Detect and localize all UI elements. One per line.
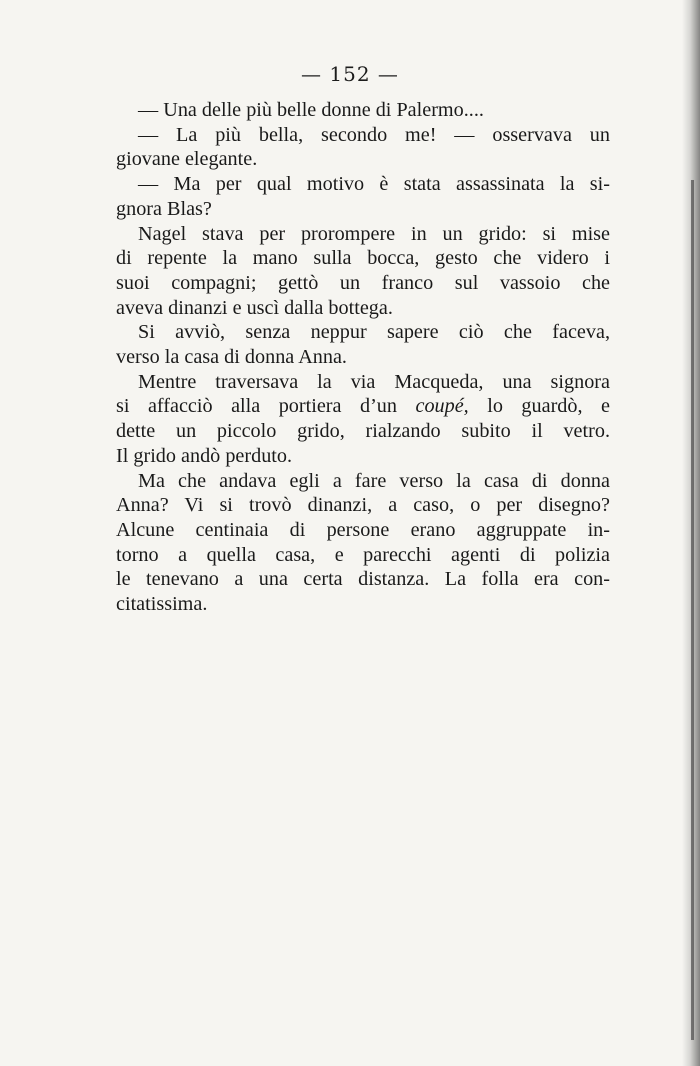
text-line: di repente la mano sulla bocca, gesto che videro i (116, 247, 610, 270)
text-line: le tenevano a una certa distanza. La folla era con- (116, 568, 610, 591)
text-line: Alcune centinaia di persone erano aggruppate in- (116, 518, 610, 541)
body-text (116, 98, 610, 617)
text-line: giovane elegante. (116, 148, 258, 171)
text-line: aveva dinanzi e uscì dalla bottega. (116, 296, 393, 319)
text-line: suoi compagni; gettò un franco sul vassoio che (116, 271, 610, 294)
paragraph-5 (116, 320, 610, 369)
text-fragment: lo guardò, e (468, 395, 610, 418)
text-line: Si avviò, senza neppur sapere ciò che faceva, (138, 321, 610, 344)
paragraph-7 (116, 469, 610, 617)
paragraph-4 (116, 222, 610, 321)
text-line: Ma che andava egli a fare verso la casa di donna (138, 469, 610, 492)
page-edge-line (691, 180, 694, 1040)
text-line: Il grido andò perduto. (116, 444, 293, 467)
italic-word: coupé, (415, 395, 469, 418)
text-line: Anna? Vi si trovò dinanzi, a caso, o per disegno? (116, 494, 610, 517)
text-line: — Ma per qual motivo è stata assassinata la si- (138, 173, 610, 196)
text-line: citatissima. (116, 593, 208, 616)
text-line-with-italic (94, 394, 610, 419)
text-line: Mentre traversava la via Macqueda, una signora (138, 370, 610, 393)
text-line: Nagel stava per prorompere in un grido: si mise (138, 222, 610, 245)
text-line: torno a quella casa, e parecchi agenti di polizia (116, 543, 610, 566)
paragraph-6 (116, 370, 610, 469)
paragraph-1 (116, 98, 610, 123)
paragraph-2 (116, 123, 610, 172)
page-number: — 152 — (301, 62, 399, 86)
text-line: dette un piccolo grido, rialzando subito il vetro. (116, 420, 610, 443)
paragraph-3 (116, 172, 610, 221)
text-fragment: si affacciò alla portiera d’un (116, 395, 416, 418)
text-line: — Una delle più belle donne di Palermo.... (138, 99, 484, 121)
text-line: verso la casa di donna Anna. (116, 346, 347, 369)
text-line: gnora Blas? (116, 197, 212, 220)
text-line: — La più bella, secondo me! — osservava un (138, 123, 610, 146)
